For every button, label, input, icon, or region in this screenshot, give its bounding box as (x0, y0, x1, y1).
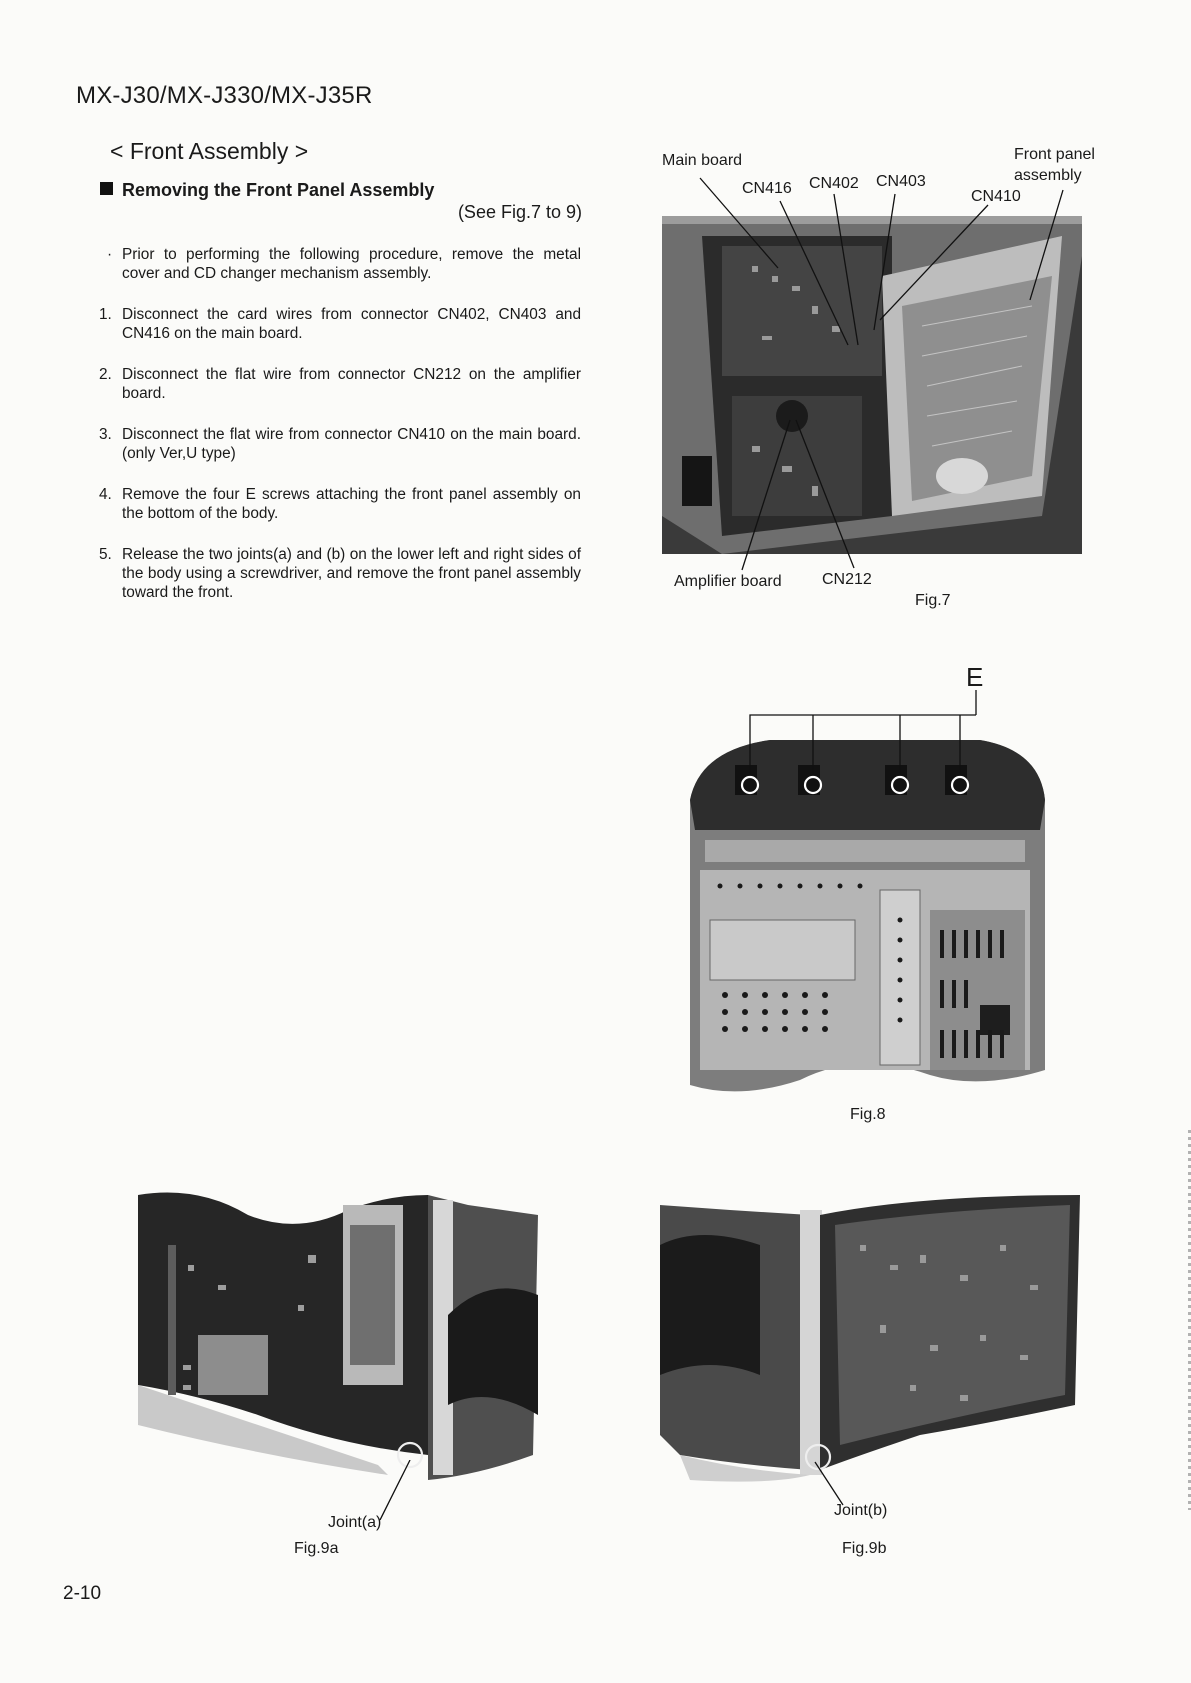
step-number: 5. (99, 546, 112, 563)
document-model-header: MX-J30/MX-J330/MX-J35R (76, 82, 373, 109)
step-text: Remove the four E screws attaching the front panel assembly on the bottom of the body. (122, 486, 581, 522)
fig7-label-cn416: CN416 (742, 180, 792, 197)
fig8-label-e: E (966, 662, 984, 692)
fig9a-caption: Fig.9a (294, 1540, 339, 1557)
procedure-title: Removing the Front Panel Assembly (122, 180, 435, 200)
fig7-label-main-board: Main board (662, 152, 743, 169)
step-number: 2. (99, 366, 112, 383)
fig9a-photo (138, 1185, 538, 1485)
step-text: Disconnect the flat wire from connector CN410 on the main board. (only Ver,U type) (122, 426, 581, 462)
step-text: Release the two joints(a) and (b) on the lower left and right sides of the body using a screwdriver, and remove the front panel assembly toward the front. (122, 546, 581, 601)
fig9b-caption: Fig.9b (842, 1540, 887, 1557)
page-number: 2-10 (63, 1583, 102, 1604)
step-number: 1. (99, 306, 112, 323)
fig7-label-cn410: CN410 (971, 188, 1021, 205)
fig9a-label-joint-a: Joint(a) (328, 1514, 382, 1531)
fig7-label-cn403: CN403 (876, 173, 926, 190)
fig8-caption: Fig.8 (850, 1106, 886, 1123)
fig9a-leader-line (360, 1460, 420, 1550)
step-number: 4. (99, 486, 112, 503)
fig7-leader-lines (0, 0, 1191, 620)
fig7-caption: Fig.7 (915, 592, 951, 609)
step-text: Disconnect the flat wire from connector CN212 on the amplifier board. (122, 366, 581, 402)
fig9b-label-joint-b: Joint(b) (834, 1502, 888, 1519)
note-bullet: · (107, 246, 113, 263)
figure-reference: (See Fig.7 to 9) (457, 202, 582, 222)
step-text: Disconnect the card wires from connector CN402, CN403 and CN416 on the main board. (122, 306, 581, 342)
step-number: 3. (99, 426, 112, 443)
fig7-label-amplifier-board: Amplifier board (674, 573, 782, 590)
fig8-photo (680, 690, 1050, 1100)
fig7-label-assembly: assembly (1014, 167, 1082, 184)
note-text: Prior to performing the following procedure, remove the metal cover and CD changer mechanism assembly. (122, 246, 581, 282)
fig7-label-cn212: CN212 (822, 571, 872, 588)
section-title: < Front Assembly > (110, 138, 309, 164)
fig9b-photo (660, 1185, 1080, 1485)
fig7-label-cn402: CN402 (809, 175, 859, 192)
fig7-label-front-panel: Front panel (1014, 146, 1095, 163)
